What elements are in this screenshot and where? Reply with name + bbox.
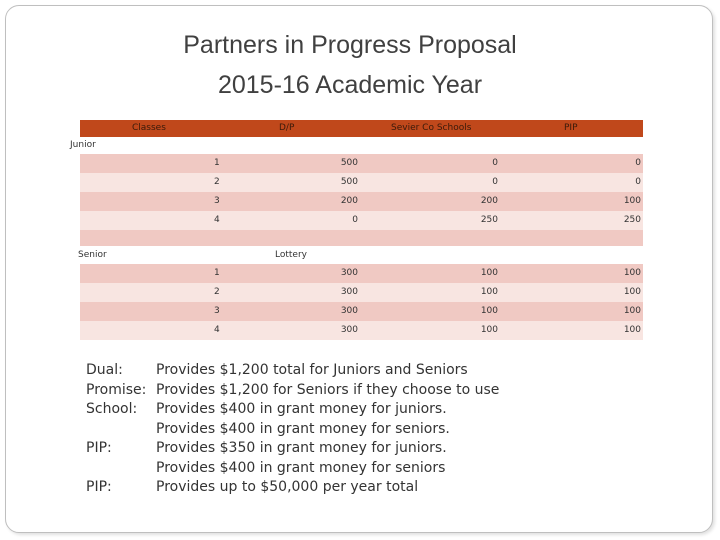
spacer-row bbox=[80, 230, 643, 246]
note-text: Provides $400 in grant money for juniors. bbox=[156, 401, 447, 417]
cell-pip: 100 bbox=[623, 196, 641, 206]
note-label: Promise: bbox=[86, 381, 147, 398]
note-label: PIP: bbox=[86, 440, 112, 456]
cell-sevier: 100 bbox=[480, 268, 498, 278]
cell-pip: 250 bbox=[623, 215, 641, 225]
cell-lottery: 300 bbox=[340, 325, 358, 335]
note-label: School: bbox=[86, 401, 138, 417]
cell-dp: 200 bbox=[340, 196, 358, 206]
header-pip: PIP bbox=[564, 123, 578, 133]
cell-class: 2 bbox=[214, 287, 220, 297]
table-row bbox=[80, 283, 643, 302]
table-row bbox=[80, 154, 643, 173]
cell-pip: 100 bbox=[623, 268, 641, 278]
cell-lottery: 300 bbox=[340, 287, 358, 297]
cell-sevier: 100 bbox=[480, 287, 498, 297]
table-row bbox=[80, 173, 643, 192]
cell-pip: 100 bbox=[623, 287, 641, 297]
table-header bbox=[80, 120, 643, 137]
cell-pip: 0 bbox=[635, 177, 641, 187]
table-row bbox=[80, 302, 643, 321]
cell-sevier: 100 bbox=[480, 306, 498, 316]
cell-class: 4 bbox=[214, 325, 220, 335]
cell-sevier: 250 bbox=[480, 215, 498, 225]
header-dp: D/P bbox=[279, 123, 295, 133]
table-row bbox=[80, 321, 643, 340]
note-text: Provides up to $50,000 per year total bbox=[156, 479, 419, 495]
note-text: Provides $350 in grant money for juniors. bbox=[156, 440, 447, 456]
junior-label: Junior bbox=[70, 140, 96, 150]
allocation-table bbox=[70, 120, 643, 340]
cell-dp: 500 bbox=[340, 158, 358, 168]
cell-sevier: 0 bbox=[492, 158, 498, 168]
table-row bbox=[80, 264, 643, 283]
senior-label-row bbox=[80, 246, 643, 264]
cell-pip: 100 bbox=[623, 306, 641, 316]
cell-class: 1 bbox=[214, 158, 220, 168]
cell-dp: 0 bbox=[352, 215, 358, 225]
cell-class: 2 bbox=[214, 177, 220, 187]
cell-class: 1 bbox=[214, 268, 220, 278]
cell-lottery: 300 bbox=[340, 268, 358, 278]
cell-sevier: 100 bbox=[480, 325, 498, 335]
cell-pip: 0 bbox=[635, 158, 641, 168]
cell-class: 3 bbox=[214, 196, 220, 206]
note-label: Dual: bbox=[86, 362, 123, 378]
cell-sevier: 0 bbox=[492, 177, 498, 187]
cell-sevier: 200 bbox=[480, 196, 498, 206]
note-text: Provides $400 in grant money for seniors. bbox=[156, 420, 450, 437]
junior-label-row bbox=[70, 137, 643, 154]
header-sevier: Sevier Co Schools bbox=[391, 123, 472, 133]
lottery-label: Lottery bbox=[275, 250, 307, 260]
senior-label: Senior bbox=[78, 250, 107, 260]
cell-lottery: 300 bbox=[340, 306, 358, 316]
note-text: Provides $1,200 for Seniors if they choose to use bbox=[156, 381, 500, 398]
note-label: PIP: bbox=[86, 479, 112, 495]
header-classes: Classes bbox=[132, 123, 166, 133]
table-row bbox=[80, 211, 643, 230]
cell-dp: 500 bbox=[340, 177, 358, 187]
cell-pip: 100 bbox=[623, 325, 641, 335]
table-row bbox=[80, 192, 643, 211]
cell-class: 3 bbox=[214, 306, 220, 316]
slide-subtitle: 2015-16 Academic Year bbox=[217, 71, 483, 99]
slide-title: Partners in Progress Proposal bbox=[183, 31, 517, 59]
cell-class: 4 bbox=[214, 215, 220, 225]
note-text: Provides $400 in grant money for seniors bbox=[156, 459, 446, 476]
note-text: Provides $1,200 total for Juniors and Seniors bbox=[156, 362, 468, 378]
